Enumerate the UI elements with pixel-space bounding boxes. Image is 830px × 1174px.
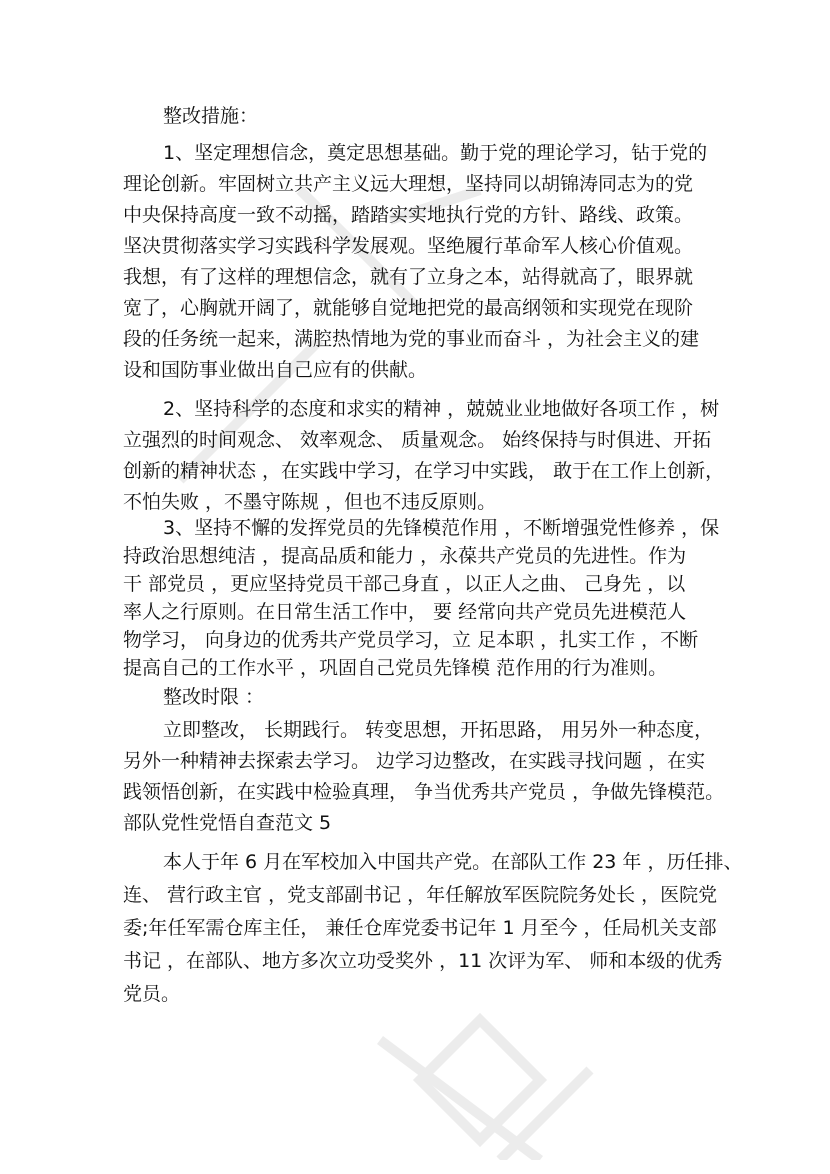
heading-measures: 整改措施： (163, 105, 259, 127)
measure-1-line: 段的任务统一起来，满腔热情地为党的事业而奋斗 ，为社会主义的建 (123, 328, 700, 350)
measure-1-line: 理论创新。牢固树立共产主义远大理想，坚持同以胡锦涛同志为的党 (123, 173, 694, 195)
measure-2-line: 立强烈的时间观念、 效率观念、 质量观念。 始终保持与时俱进、开拓 (123, 429, 712, 451)
heading-deadline: 整改时限 ： (163, 686, 265, 708)
sample-5-line: 书记 ，在部队、地方多次立功受奖外 ，11 次评为军、 师和本级的优秀 (123, 950, 723, 972)
measure-2-line: 创新的精神状态 ，在实践中学习，在学习中实践， 敢于在工作上创新， (123, 460, 725, 482)
sample-5-title: 部队党性党悟自查范文 5 (123, 812, 332, 834)
sample-5-line: 委;年任军需仓库主任， 兼任仓库党委书记年 1 月至今 ，任局机关支部 (123, 917, 717, 939)
measure-3-line: 率人之行原则。在日常生活工作中， 要 经常向共产党员先进模范人 (123, 601, 687, 623)
measure-3-line: 物学习， 向身边的优秀共产党员学习，立 足本职 ，扎实工作 ，不断 (123, 629, 699, 651)
measure-2-line: 2、坚持科学的态度和求实的精神 ，兢兢业业地做好各项工作 ，树 (163, 398, 720, 420)
measure-3-line: 提高自己的工作水平 ，巩固自己党员先锋模 范作用的行为准则。 (123, 657, 668, 679)
measure-1-line: 1、坚定理想信念，奠定思想基础。勤于党的理论学习，钻于党的 (163, 142, 708, 164)
sample-5-line: 本人于年 6 月在军校加入中国共产党。在部队工作 23 年 ，历任排、 (163, 851, 743, 873)
deadline-line: 另外一种精神去探索去学习。 边学习边整改，在实践寻找问题 ，在实 (123, 750, 706, 772)
sample-5-line: 党员。 (123, 983, 181, 1005)
measure-3-line: 干 部党员 ，更应坚持党员干部己身直 ，以正人之曲、 己身先 ，以 (123, 573, 686, 595)
deadline-line: 践领悟创新，在实践中检验真理， 争当优秀共产党员 ，争做先锋模范。 (123, 781, 725, 803)
measure-1-line: 设和国防事业做出自己应有的供献。 (123, 359, 428, 381)
sample-5-line: 连、 营行政主官 ，党支部副书记 ，年任解放军医院院务处长 ，医院党 (123, 884, 718, 906)
measure-1-line: 坚决贯彻落实学习实践科学发展观。坚绝履行革命军人核心价值观。 (123, 235, 694, 257)
measure-1-line: 中央保持高度一致不动摇，踏踏实实地执行党的方针、路线、政策。 (123, 204, 694, 226)
measure-2-line: 不怕失败 ，不墨守陈规 ，但也不违反原则。 (123, 491, 497, 513)
measure-1-line: 宽了，心胸就开阔了，就能够自觉地把党的最高纲领和实现党在现阶 (123, 297, 694, 319)
deadline-line: 立即整改， 长期践行。 转变思想，开拓思路， 用另外一种态度， (163, 719, 714, 741)
measure-3-line: 持政治思想纯洁 ，提高品质和能力 ，永葆共产党员的先进性。作为 (123, 545, 687, 567)
measure-3-line: 3、坚持不懈的发挥党员的先锋模范作用 ，不断增强党性修养 ，保 (163, 517, 720, 539)
measure-1-line: 我想，有了这样的理想信念，就有了立身之本，站得就高了，眼界就 (123, 266, 694, 288)
